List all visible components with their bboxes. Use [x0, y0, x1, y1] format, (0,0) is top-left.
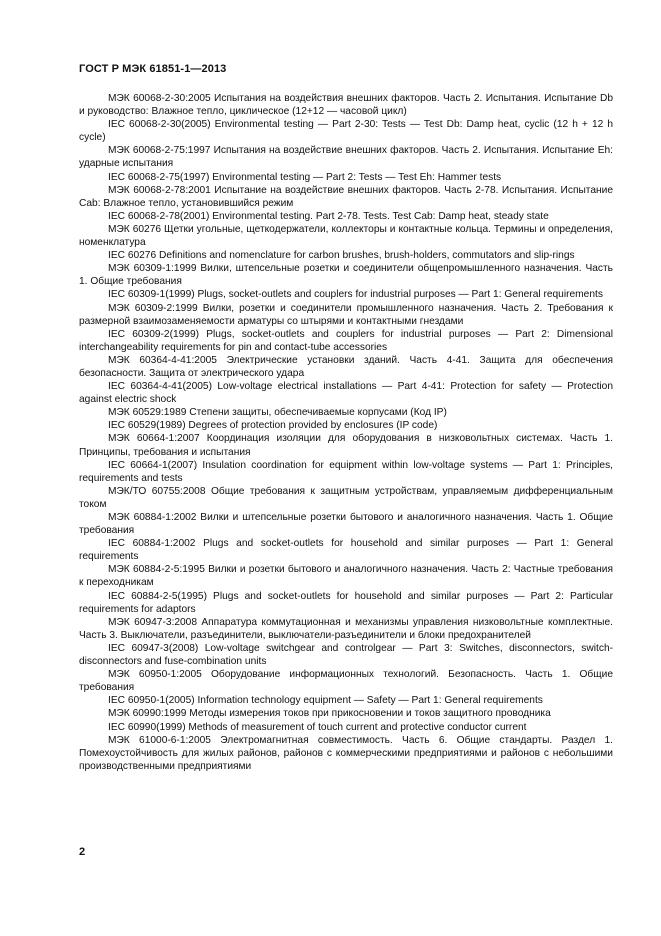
- reference-entry: МЭК 61000-6-1:2005 Электромагнитная совместимость. Часть 6. Общие стандарты. Раздел 1. Помехоустойчивость для жилых районов, районов с коммерческими предприятиями и районов с небольшими производственными предприятиями: [79, 734, 613, 772]
- reference-entry: МЭК 60990:1999 Методы измерения токов при прикосновении и токов защитного проводника: [108, 708, 551, 720]
- reference-entry: IEC 60664-1(2007) Insulation coordination for equipment within low-voltage systems — Part 1: Principles, requirements and tests: [79, 459, 613, 484]
- reference-entry: МЭК 60309-1:1999 Вилки, штепсельные розетки и соединители общепромышленного назначения. Часть 1. Общие требования: [79, 263, 613, 288]
- reference-entry: IEC 60529(1989) Degrees of protection provided by enclosures (IP code): [108, 420, 438, 432]
- reference-entry: МЭК 60364-4-41:2005 Электрические установки зданий. Часть 4-41. Защита для обеспечения безопасности. Защита от электрического удара: [79, 354, 613, 379]
- reference-entry: IEC 60884-2-5(1995) Plugs and socket-outlets for household and similar purposes — Part 2: Particular requirements for adaptors: [79, 590, 613, 615]
- reference-entry: МЭК 60664-1:2007 Координация изоляции для оборудования в низковольтных системах. Часть 1. Принципы, требования и испытания: [79, 433, 613, 458]
- reference-entry: IEC 60068-2-75(1997) Environmental testing — Part 2: Tests — Test Eh: Hammer tests: [108, 171, 502, 183]
- page-header: ГОСТ Р МЭК 61851-1—2013: [79, 63, 227, 75]
- reference-entry: МЭК 60068-2-30:2005 Испытания на воздействия внешних факторов. Часть 2. Испытания. Испытание Db и руководство: Влажное тепло, циклическое (12+12 — часовой цикл): [79, 93, 613, 118]
- reference-entry: МЭК/ТО 60755:2008 Общие требования к защитным устройствам, управляемым дифференциальным током: [79, 485, 613, 510]
- reference-entry: IEC 60276 Definitions and nomenclature for carbon brushes, brush-holders, commutators and slip-rings: [108, 250, 575, 262]
- reference-entry: IEC 60950-1(2005) Information technology equipment — Safety — Part 1: General requirements: [108, 695, 543, 707]
- reference-entry: IEC 60364-4-41(2005) Low-voltage electrical installations — Part 4-41: Protection for safety — Protection against electric shock: [79, 381, 613, 406]
- reference-entry: IEC 60309-2(1999) Plugs, socket-outlets and couplers for industrial purposes — Part 2: Dimensional interchangeability requirements for pin and contact-tube accessories: [79, 328, 613, 353]
- reference-entry: IEC 60947-3(2008) Low-voltage switchgear and controlgear — Part 3: Switches, disconnectors, switch-disconnectors and fuse-combination units: [79, 642, 613, 668]
- reference-entry: МЭК 60884-1:2002 Вилки и штепсельные розетки бытового и аналогичного назначения. Часть 1. Общие требования: [79, 512, 613, 537]
- reference-entry: IEC 60068-2-78(2001) Environmental testing. Part 2-78. Tests. Test Cab: Damp heat, steady state: [108, 210, 549, 222]
- reference-entry: МЭК 60529:1989 Степени защиты, обеспечиваемые корпусами (Код IP): [108, 407, 447, 419]
- reference-entry: IEC 60068-2-30(2005) Environmental testing — Part 2-30: Tests — Test Db: Damp heat, cyclic (12 h + 12 h cycle): [79, 119, 613, 144]
- reference-entry: IEC 60309-1(1999) Plugs, socket-outlets and couplers for industrial purposes — Part 1: General requirements: [108, 289, 603, 301]
- reference-entry: МЭК 60309-2:1999 Вилки, розетки и соединители промышленного назначения. Часть 2. Требования к размерной взаимозаменяемости арматуры со штырями и контактными гнездами: [79, 302, 613, 327]
- reference-entry: МЭК 60068-2-75:1997 Испытания на воздействие внешних факторов. Часть 2. Испытания. Испытание Eh: ударные испытания: [79, 145, 613, 170]
- reference-entry: МЭК 60947-3:2008 Аппаратура коммутационная и механизмы управления низковольтные комплектные. Часть 3. Выключатели, разъединители, выключатели-разъединители и блоки предохранителей: [79, 616, 613, 641]
- reference-list: [79, 92, 613, 773]
- reference-entry: МЭК 60950-1:2005 Оборудование информационных технологий. Безопасность. Часть 1. Общие требования: [79, 669, 613, 694]
- reference-entry: МЭК 60276 Щетки угольные, щеткодержатели, коллекторы и контактные кольца. Термины и определения, номенклатура: [79, 223, 613, 249]
- reference-entry: МЭК 60068-2-78:2001 Испытание на воздействие внешних факторов. Часть 2-78. Испытания. Испытание Cab: Влажное тепло, установившийся режим: [79, 184, 613, 209]
- reference-entry: МЭК 60884-2-5:1995 Вилки и розетки бытового и аналогичного назначения. Часть 2: Частные требования к переходникам: [79, 564, 613, 589]
- reference-entry: IEC 60884-1:2002 Plugs and socket-outlets for household and similar purposes — Part 1: General requirements: [79, 538, 613, 563]
- page-number: 2: [79, 846, 86, 858]
- reference-entry: IEC 60990(1999) Methods of measurement of touch current and protective conductor current: [108, 721, 527, 733]
